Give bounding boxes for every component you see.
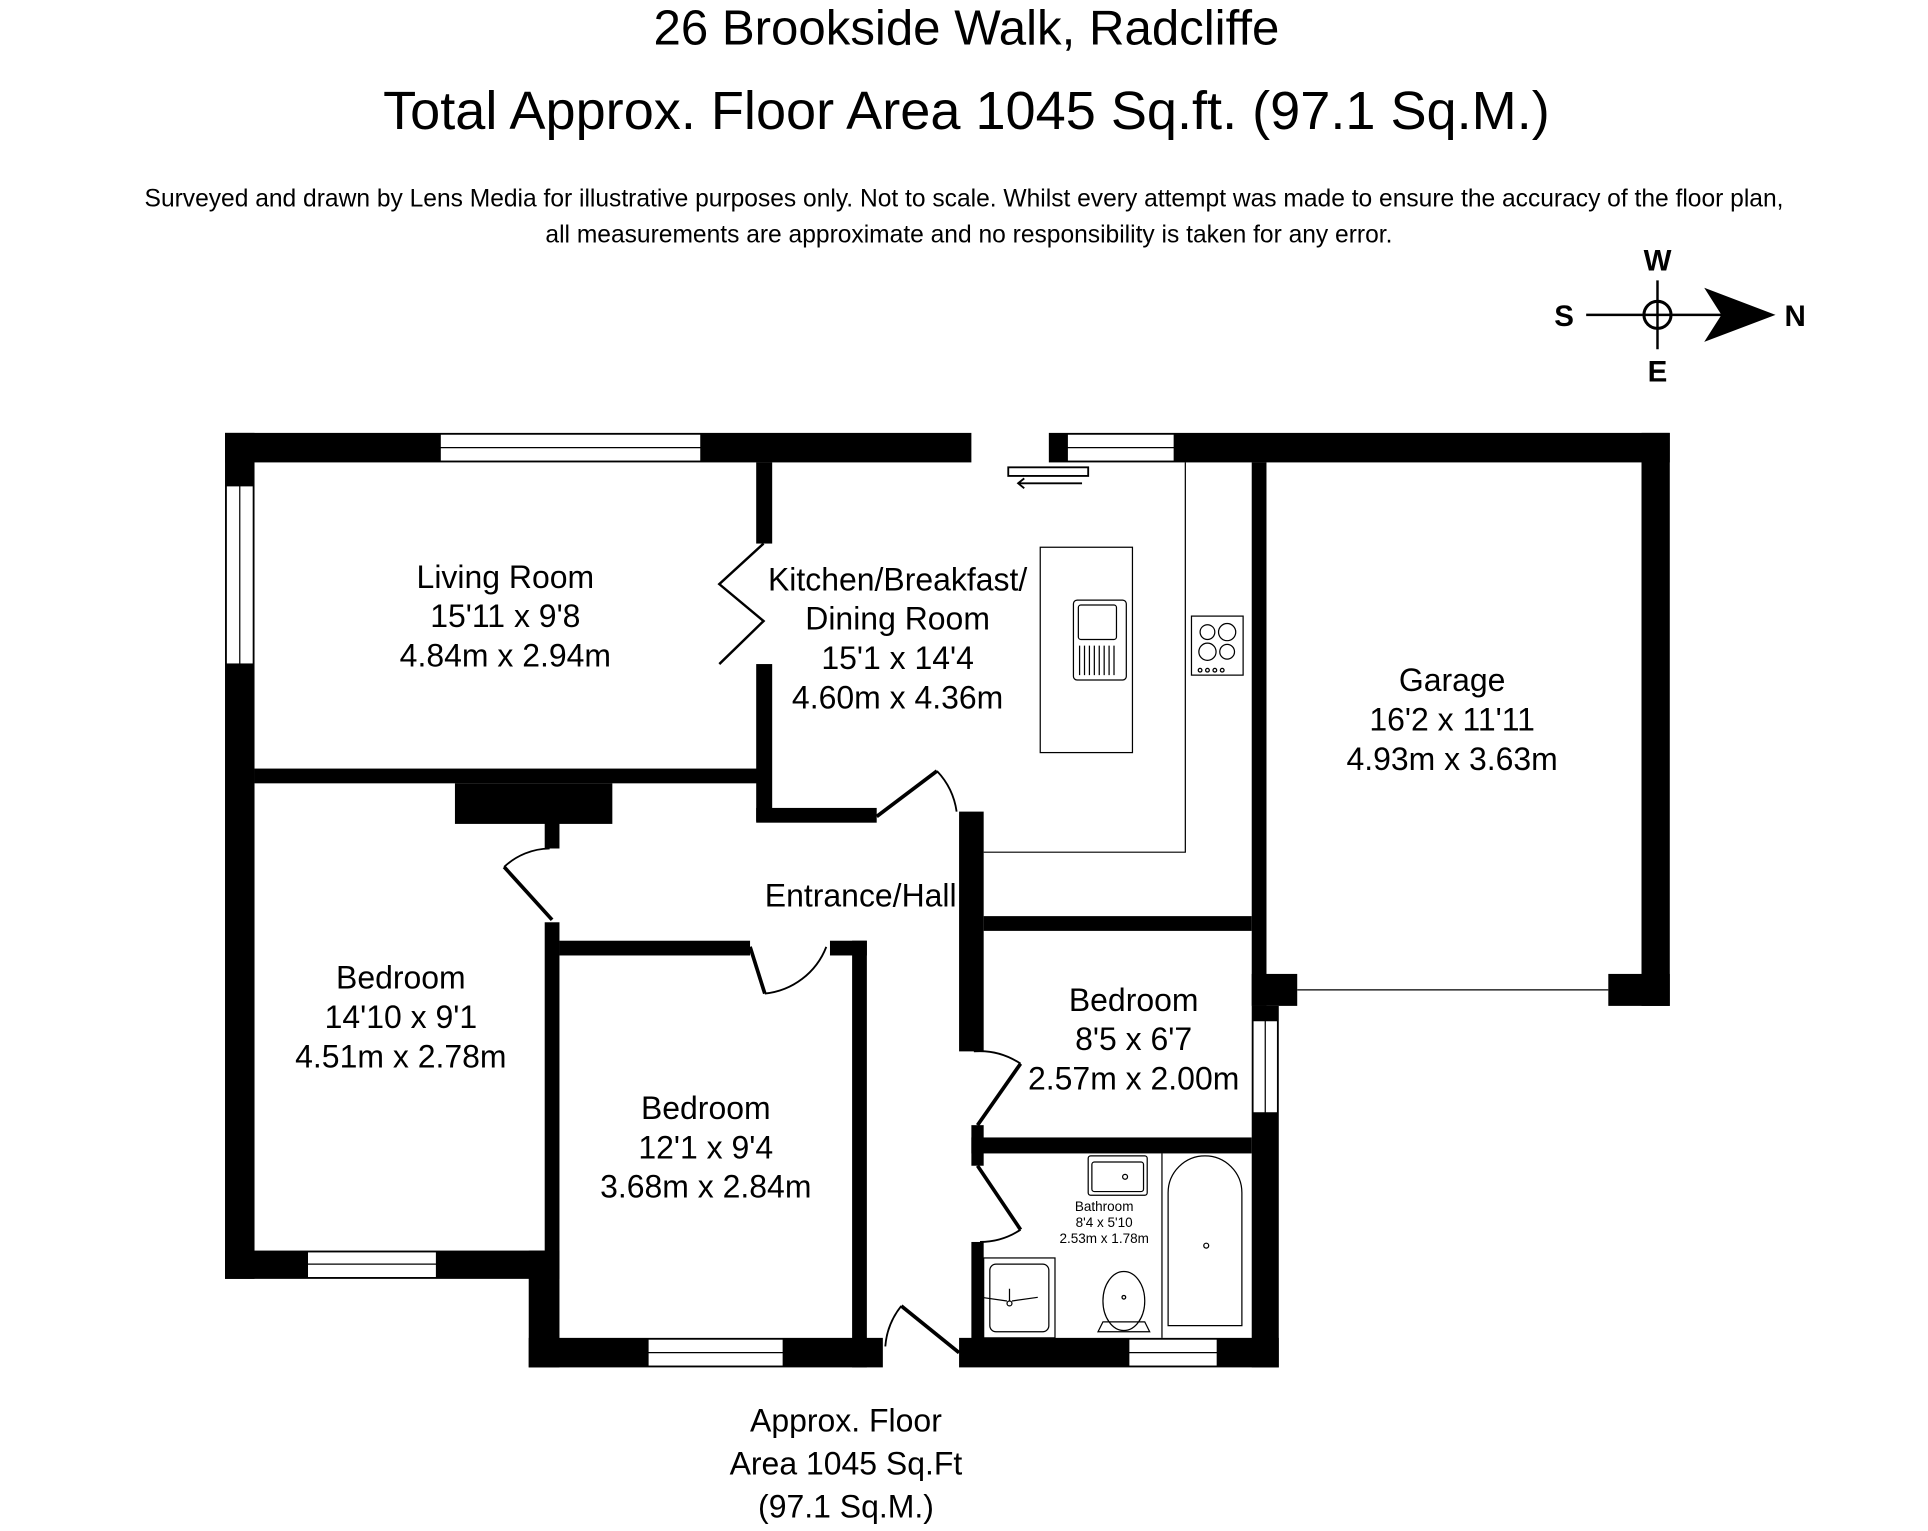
living-room-imperial: 15'11 x 9'8 (430, 598, 581, 635)
footer-area-line1: Approx. Floor (750, 1402, 942, 1439)
bath-icon (1168, 1156, 1242, 1326)
disclaimer-line-1: Surveyed and drawn by Lens Media for illustrative purposes only. Not to scale. Whilst every attempt was made to ensure the accuracy of the floor plan, (144, 185, 1784, 213)
kitchen-metric: 4.60m x 4.36m (791, 679, 1004, 716)
basin-icon (1088, 1156, 1147, 1195)
garage-name: Garage (1398, 662, 1506, 699)
kitchen-island (1040, 547, 1132, 752)
bedroom1-name: Bedroom (336, 959, 466, 996)
bathroom-metric: 2.53m x 1.78m (1059, 1231, 1149, 1247)
doors (504, 467, 1608, 1352)
address-title: 26 Brookside Walk, Radcliffe (653, 0, 1280, 56)
bedroom1-imperial: 14'10 x 9'1 (324, 999, 478, 1036)
garage-imperial: 16'2 x 11'11 (1369, 701, 1535, 738)
kitchen-fittings (984, 462, 1243, 852)
kitchen-imperial: 15'1 x 14'4 (821, 639, 974, 676)
bedroom2-imperial: 12'1 x 9'4 (638, 1129, 774, 1166)
compass-south: S (1554, 299, 1574, 333)
bathroom-imperial: 8'4 x 5'10 (1075, 1215, 1133, 1231)
bedroom1-metric: 4.51m x 2.78m (295, 1038, 507, 1075)
bedroom3-metric: 2.57m x 2.00m (1028, 1060, 1240, 1097)
hall-name: Entrance/Hall (764, 877, 957, 914)
bathroom-name: Bathroom (1074, 1199, 1134, 1215)
hob-icon (1191, 616, 1243, 675)
bedroom2-metric: 3.68m x 2.84m (600, 1168, 812, 1205)
bedroom3-name: Bedroom (1068, 981, 1199, 1018)
bedroom3-imperial: 8'5 x 6'7 (1075, 1021, 1193, 1058)
toilet-icon (1098, 1271, 1150, 1331)
total-area-title: Total Approx. Floor Area 1045 Sq.ft. (97.1 Sq.M.) (383, 81, 1550, 142)
footer-area-line3: (97.1 Sq.M.) (758, 1488, 934, 1525)
sink-icon (1073, 600, 1126, 680)
kitchen-name-2: Dining Room (805, 600, 990, 637)
compass-north: N (1784, 299, 1806, 333)
disclaimer-line-2: all measurements are approximate and no responsibility is taken for any error. (545, 221, 1393, 249)
compass-icon (1554, 245, 1806, 389)
bedroom2-name: Bedroom (640, 1090, 771, 1127)
garage-metric: 4.93m x 3.63m (1346, 740, 1558, 777)
living-room-name: Living Room (416, 558, 595, 595)
shower-icon (981, 1258, 1055, 1338)
compass-west: W (1643, 244, 1672, 278)
footer-area-line2: Area 1045 Sq.Ft (729, 1445, 963, 1482)
living-room-metric: 4.84m x 2.94m (399, 637, 612, 674)
kitchen-name-1: Kitchen/Breakfast/ (767, 561, 1028, 598)
compass-east: E (1647, 355, 1668, 389)
